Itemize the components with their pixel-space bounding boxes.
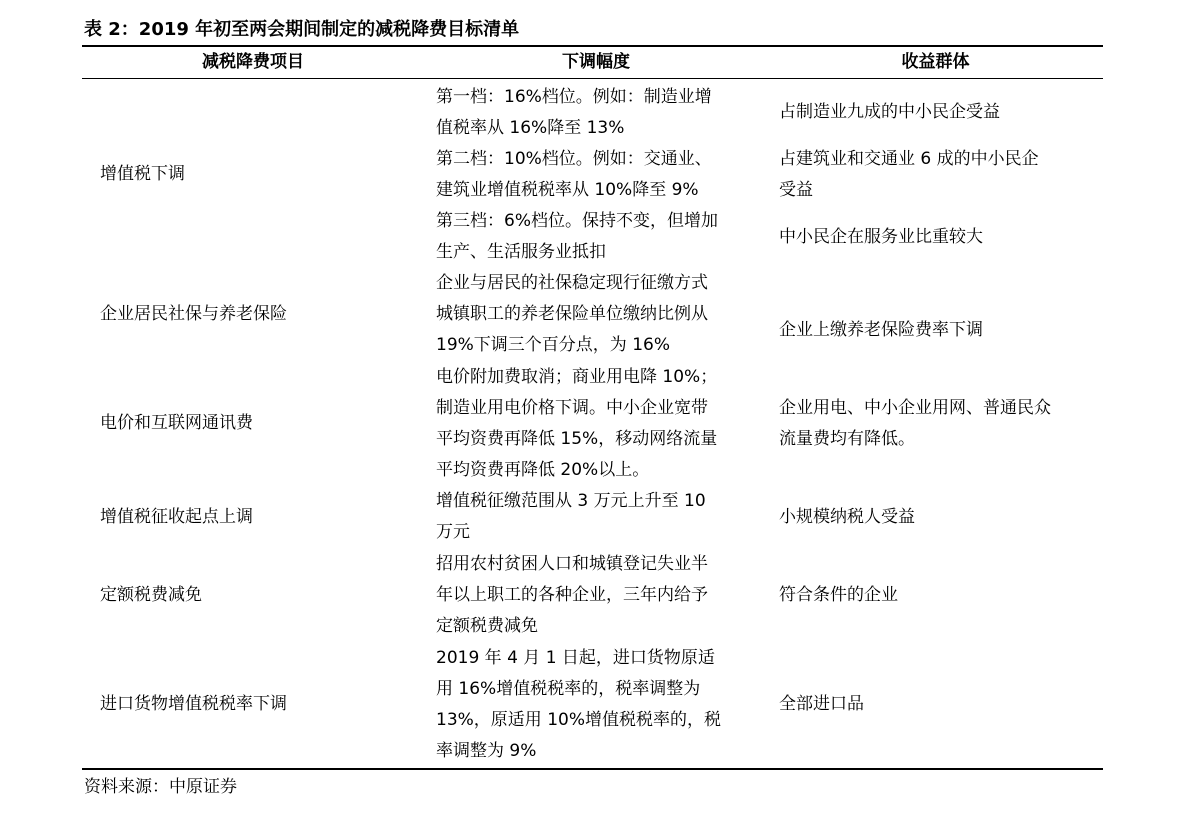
- header-beneficiary: 收益群体: [901, 52, 970, 72]
- bottom-rule: [82, 768, 1103, 770]
- row-3-item: 电价和互联网通讯费: [100, 413, 253, 433]
- row-1-desc-2: 第二档：10%档位。例如：交通业、 建筑业增值税税率从 10%降至 9%: [436, 149, 712, 200]
- row-6-item: 进口货物增值税税率下调: [100, 694, 287, 714]
- row-3-beneficiary: 企业用电、中小企业用网、普通民众 流量费均有降低。: [779, 398, 1051, 449]
- row-5-item: 定额税费减免: [100, 585, 202, 605]
- source-note: 资料来源：中原证券: [84, 777, 237, 797]
- row-1-beneficiary-2: 占建筑业和交通业 6 成的中小民企 受益: [779, 149, 1039, 200]
- row-4-desc: 增值税征缴范围从 3 万元上升至 10 万元: [436, 491, 706, 542]
- header-rule: [82, 78, 1103, 79]
- row-1-desc-3: 第三档：6%档位。保持不变，但增加 生产、生活服务业抵扣: [436, 211, 718, 262]
- row-4-item: 增值税征收起点上调: [100, 507, 253, 527]
- row-2-beneficiary: 企业上缴养老保险费率下调: [779, 320, 983, 340]
- row-6-beneficiary: 全部进口品: [779, 694, 864, 714]
- row-1-beneficiary-3: 中小民企在服务业比重较大: [779, 227, 983, 247]
- row-1-item: 增值税下调: [100, 164, 185, 184]
- table-title: 表 2：2019 年初至两会期间制定的减税降费目标清单: [84, 19, 520, 40]
- row-3-desc: 电价附加费取消；商业用电降 10%； 制造业用电价格下调。中小企业宽带 平均资费再降低 15%，移动网络流量 平均资费再降低 20%以上。: [436, 367, 718, 480]
- row-5-beneficiary: 符合条件的企业: [779, 585, 898, 605]
- header-item: 减税降费项目: [202, 52, 304, 72]
- row-5-desc: 招用农村贫困人口和城镇登记失业半 年以上职工的各种企业，三年内给予 定额税费减免: [436, 554, 708, 636]
- row-2-desc: 企业与居民的社保稳定现行征缴方式 城镇职工的养老保险单位缴纳比例从 19%下调三个百分点，为 16%: [436, 273, 708, 355]
- header-reduction: 下调幅度: [562, 52, 630, 72]
- row-6-desc: 2019 年 4 月 1 日起，进口货物原适 用 16%增值税税率的，税率调整为 13%，原适用 10%增值税税率的，税 率调整为 9%: [436, 648, 721, 761]
- table-header: [0, 47, 1191, 78]
- row-1-beneficiary-1: 占制造业九成的中小民企受益: [779, 102, 1000, 122]
- row-2-item: 企业居民社保与养老保险: [100, 304, 287, 324]
- row-1-desc-1: 第一档：16%档位。例如：制造业增 值税率从 16%降至 13%: [436, 87, 712, 138]
- row-4-beneficiary: 小规模纳税人受益: [779, 507, 915, 527]
